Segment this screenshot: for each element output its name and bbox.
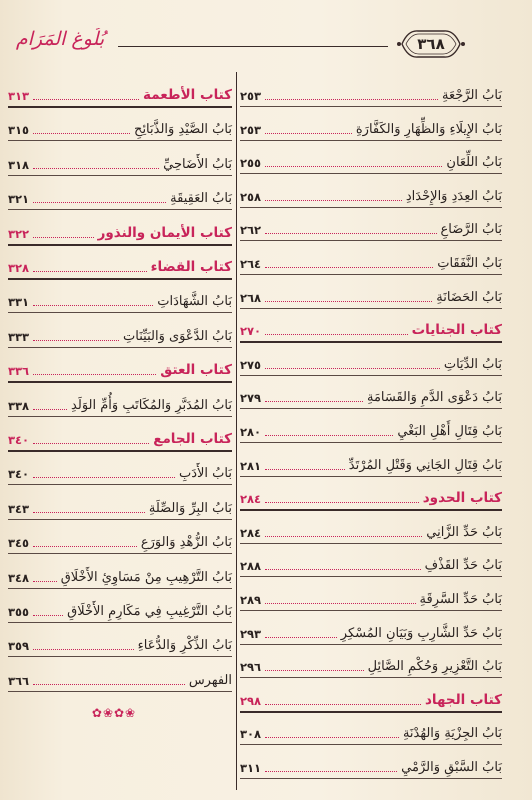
toc-entry-page: ٢٨٤ bbox=[240, 525, 262, 540]
toc-entry-label: بَابُ التَّعْزِيرِ وَحُكْمِ الصَّائِلِ bbox=[367, 659, 502, 675]
toc-entry[interactable] bbox=[8, 592, 232, 623]
toc-entry-label: بَابُ حَدِّ الزَّانِي bbox=[426, 524, 502, 540]
column-divider bbox=[236, 72, 237, 790]
toc-entry-label: كتاب الحدود bbox=[422, 490, 502, 507]
page-header bbox=[0, 24, 532, 64]
toc-entry-label: بَابُ العِدَدِ وَالإِحْدَادِ bbox=[405, 188, 502, 204]
toc-entry-label: بَابُ الأَضَاحِيِّ bbox=[163, 156, 232, 172]
header-rule bbox=[118, 46, 388, 47]
toc-entry-page: ٢٥٣ bbox=[240, 122, 262, 137]
leader-dots bbox=[265, 771, 397, 772]
toc-entry-page: ٢٨٠ bbox=[240, 425, 262, 439]
toc-entry-page: ٣٤٠ bbox=[8, 467, 30, 482]
toc-entry-page: ٢٧٩ bbox=[240, 391, 262, 406]
toc-entry-label: بَابُ حَدِّ السَّرِقَةِ bbox=[419, 592, 502, 607]
toc-entry[interactable] bbox=[8, 661, 232, 692]
toc-entry[interactable] bbox=[240, 412, 502, 443]
toc-entry-page: ٢٩٦ bbox=[240, 660, 262, 675]
toc-entry-label: كتاب العتق bbox=[160, 362, 232, 379]
leader-dots bbox=[33, 271, 147, 272]
leader-dots bbox=[33, 443, 149, 444]
toc-entry[interactable] bbox=[240, 278, 502, 309]
toc-entry-label: بَابُ البِرِّ وَالصِّلَةِ bbox=[148, 500, 232, 516]
toc-entry-page: ٣٤٨ bbox=[8, 570, 30, 585]
toc-entry-page: ٢٩٨ bbox=[240, 693, 262, 708]
book-title: بُلُوغ المَرَام bbox=[15, 28, 105, 50]
toc-entry-page: ٢٨٨ bbox=[240, 559, 262, 574]
flower-ornament-icon: ✿❀✿❀ bbox=[91, 706, 137, 720]
toc-entry-label: بَابُ الأَدَبِ bbox=[178, 466, 232, 482]
toc-entry-label: بَابُ الرَّجْعَةِ bbox=[442, 88, 502, 103]
leader-dots bbox=[33, 512, 145, 513]
toc-entry-label: بَابُ الإِيلَاءِ وَالظِّهَارِ وَالكَفَّارَةِ bbox=[355, 121, 502, 137]
leader-dots bbox=[33, 649, 134, 650]
toc-entry[interactable] bbox=[240, 244, 502, 275]
leader-dots bbox=[265, 233, 436, 234]
toc-entry[interactable] bbox=[8, 282, 232, 313]
toc-entry-page: ٣٣١ bbox=[8, 295, 30, 310]
leader-dots bbox=[265, 569, 421, 570]
leader-dots bbox=[265, 166, 442, 167]
toc-entry-page: ٢٧٥ bbox=[240, 357, 262, 372]
toc-entry[interactable] bbox=[8, 179, 232, 210]
toc-entry[interactable] bbox=[240, 614, 502, 645]
leader-dots bbox=[265, 435, 393, 436]
toc-entry-page: ٢٦٤ bbox=[240, 257, 262, 271]
toc-book-heading[interactable] bbox=[8, 248, 232, 280]
toc-entry[interactable] bbox=[8, 386, 232, 417]
toc-entry-page: ٣٤٠ bbox=[8, 433, 30, 447]
leader-dots bbox=[265, 267, 433, 268]
leader-dots bbox=[33, 546, 137, 547]
toc-entry-label: بَابُ اللِّعَانِ bbox=[446, 155, 502, 171]
leader-dots bbox=[265, 603, 415, 604]
toc-entry-page: ٢٨٩ bbox=[240, 593, 262, 607]
toc-entry-label: كتاب الأيمان والنذور bbox=[97, 224, 232, 241]
leader-dots bbox=[265, 502, 419, 503]
toc-entry[interactable] bbox=[8, 145, 232, 176]
toc-entry-label: بَابُ العَقِيقَةِ bbox=[170, 191, 232, 207]
toc-entry-label: بَابُ قِتَالِ الجَانِي وَقَتْلِ المُرْتَدِّ bbox=[348, 457, 502, 473]
toc-entry[interactable] bbox=[240, 714, 502, 745]
toc-entry-label: الفهرس bbox=[188, 672, 232, 688]
leader-dots bbox=[33, 477, 175, 478]
toc-entry[interactable] bbox=[8, 454, 232, 485]
toc-entry-page: ٣٣٣ bbox=[8, 329, 30, 344]
toc-entry-page: ٣٢١ bbox=[8, 192, 30, 207]
toc-entry-label: بَابُ النَّفَقَاتِ bbox=[437, 256, 502, 271]
toc-entry[interactable] bbox=[240, 513, 502, 544]
leader-dots bbox=[265, 301, 432, 302]
leader-dots bbox=[265, 401, 363, 402]
toc-entry-label: كتاب الجامع bbox=[153, 431, 232, 447]
leader-dots bbox=[265, 99, 438, 100]
leader-dots bbox=[33, 305, 153, 306]
toc-entry-page: ٢٧٠ bbox=[240, 324, 262, 339]
toc-entry[interactable] bbox=[240, 546, 502, 577]
leader-dots bbox=[265, 704, 421, 705]
leader-dots bbox=[265, 368, 440, 369]
leader-dots bbox=[33, 237, 94, 238]
leader-dots bbox=[33, 133, 130, 134]
leader-dots bbox=[265, 536, 422, 537]
toc-entry-page: ٢٦٨ bbox=[240, 290, 262, 305]
toc-entry[interactable] bbox=[8, 523, 232, 554]
toc-entry-label: بَابُ التَّرْغِيبِ فِي مَكَارِمِ الأَخْلَاقِ bbox=[67, 604, 232, 619]
toc-entry[interactable] bbox=[8, 489, 232, 520]
leader-dots bbox=[33, 615, 63, 616]
toc-entry-label: كتاب القضاء bbox=[150, 259, 232, 275]
toc-entry-label: بَابُ الشَّهَادَاتِ bbox=[157, 294, 232, 310]
leader-dots bbox=[33, 581, 57, 582]
toc-entry-label: كتاب الأطعمة bbox=[143, 87, 232, 103]
toc-book-heading[interactable] bbox=[8, 420, 232, 452]
toc-book-heading[interactable] bbox=[8, 351, 232, 383]
leader-dots bbox=[265, 670, 364, 671]
toc-entry[interactable] bbox=[240, 748, 502, 779]
toc-entry-page: ٣١٨ bbox=[8, 157, 30, 172]
toc-entry-label: بَابُ حَدِّ الشَّارِبِ وَبَيَانِ المُسْكِرِ bbox=[340, 625, 502, 641]
toc-entry-label: بَابُ السَّبْقِ وَالرَّمْيِ bbox=[401, 760, 502, 775]
toc-entry-label: بَابُ الرَّضَاعِ bbox=[440, 222, 502, 238]
leader-dots bbox=[33, 168, 159, 169]
toc-entry-label: بَابُ التَّرْهِيبِ مِنْ مَسَاوِئِ الأَخْلَاقِ bbox=[60, 569, 232, 585]
toc-entry[interactable] bbox=[8, 558, 232, 589]
toc-entry[interactable] bbox=[240, 580, 502, 611]
toc-entry-label: بَابُ المُدَبَّرِ وَالمُكَاتَبِ وَأُمِّ الوَلَدِ bbox=[71, 397, 232, 413]
toc-entry-page: ٢٩٣ bbox=[240, 626, 262, 641]
toc-entry-page: ٣٣٨ bbox=[8, 398, 30, 413]
toc-entry-label: بَابُ الحَضَانَةِ bbox=[436, 289, 502, 305]
toc-entry-page: ٣٥٥ bbox=[8, 605, 30, 619]
toc-entry[interactable] bbox=[240, 76, 502, 107]
toc-entry[interactable] bbox=[240, 210, 502, 241]
toc-entry[interactable] bbox=[240, 446, 502, 477]
toc-entry[interactable] bbox=[8, 317, 232, 348]
page-number-frame bbox=[396, 28, 466, 60]
leader-dots bbox=[265, 737, 399, 738]
leader-dots bbox=[33, 99, 139, 100]
toc-entry-page: ٣٢٨ bbox=[8, 261, 30, 275]
toc-entry-page: ٣١٥ bbox=[8, 123, 30, 138]
toc-entry-page: ٢٨٤ bbox=[240, 492, 262, 507]
leader-dots bbox=[265, 200, 402, 201]
toc-entry[interactable] bbox=[8, 110, 232, 141]
toc-entry-label: بَابُ الجِزْيَةِ وَالهُدْنَةِ bbox=[402, 726, 502, 742]
toc-entry-label: بَابُ دَعْوَى الدَّمِ وَالقَسَامَةِ bbox=[366, 390, 502, 406]
toc-entry-label: بَابُ الزُّهْدِ وَالوَرَعِ bbox=[140, 535, 232, 551]
toc-entry-page: ٣٤٣ bbox=[8, 501, 30, 516]
leader-dots bbox=[33, 374, 156, 375]
toc-book-heading[interactable] bbox=[240, 681, 502, 713]
leader-dots bbox=[33, 409, 67, 410]
toc-book-heading[interactable] bbox=[8, 76, 232, 108]
toc-entry[interactable] bbox=[240, 143, 502, 174]
page-number: ٣٦٨ bbox=[417, 35, 445, 53]
leader-dots bbox=[265, 334, 408, 335]
toc-book-heading[interactable] bbox=[8, 214, 232, 246]
toc-entry-page: ٣٣٦ bbox=[8, 364, 30, 379]
toc-entry-page: ٢٦٢ bbox=[240, 223, 262, 238]
toc-entry-label: بَابُ الصَّيْدِ وَالذَّبَائِحِ bbox=[134, 122, 232, 138]
toc-book-heading[interactable] bbox=[240, 479, 502, 511]
leader-dots bbox=[33, 684, 185, 685]
leader-dots bbox=[265, 637, 337, 638]
toc-entry-label: بَابُ الدَّعْوَى وَالبَيِّنَاتِ bbox=[123, 328, 232, 344]
toc-entry[interactable] bbox=[240, 177, 502, 208]
toc-entry[interactable] bbox=[240, 345, 502, 376]
leader-dots bbox=[265, 469, 345, 470]
toc-entry-page: ٣٥٩ bbox=[8, 639, 30, 654]
leader-dots bbox=[33, 202, 166, 203]
toc-entry-page: ٢٥٣ bbox=[240, 89, 262, 103]
toc-entry-page: ٣١١ bbox=[240, 761, 262, 775]
toc-entry-page: ٣١٣ bbox=[8, 89, 30, 103]
toc-entry-label: بَابُ الذِّكْرِ وَالدُّعَاءِ bbox=[137, 638, 232, 654]
toc-entry-label: بَابُ الدِّيَاتِ bbox=[443, 356, 502, 372]
toc-entry[interactable] bbox=[240, 647, 502, 678]
toc-entry-page: ٣٤٥ bbox=[8, 536, 30, 551]
toc-entry-label: بَابُ قِتَالِ أَهْلِ البَغْيِ bbox=[397, 424, 502, 439]
toc-entry-label: كتاب الجهاد bbox=[424, 691, 502, 708]
toc-entry[interactable] bbox=[240, 378, 502, 409]
toc-entry-page: ٣٢٢ bbox=[8, 226, 30, 241]
toc-entry-label: بَابُ حَدِّ القَذْفِ bbox=[424, 558, 502, 574]
toc-entry[interactable] bbox=[8, 626, 232, 657]
toc-entry-page: ٢٥٥ bbox=[240, 156, 262, 171]
toc-entry-page: ٢٥٨ bbox=[240, 189, 262, 204]
toc-entry-page: ٣٠٨ bbox=[240, 727, 262, 742]
leader-dots bbox=[33, 340, 119, 341]
toc-entry[interactable] bbox=[240, 110, 502, 141]
toc-entry-label: كتاب الجنايات bbox=[411, 322, 502, 339]
toc-entry-page: ٢٨١ bbox=[240, 458, 262, 473]
leader-dots bbox=[265, 133, 352, 134]
toc-book-heading[interactable] bbox=[240, 311, 502, 343]
toc-entry-page: ٣٦٦ bbox=[8, 673, 30, 688]
